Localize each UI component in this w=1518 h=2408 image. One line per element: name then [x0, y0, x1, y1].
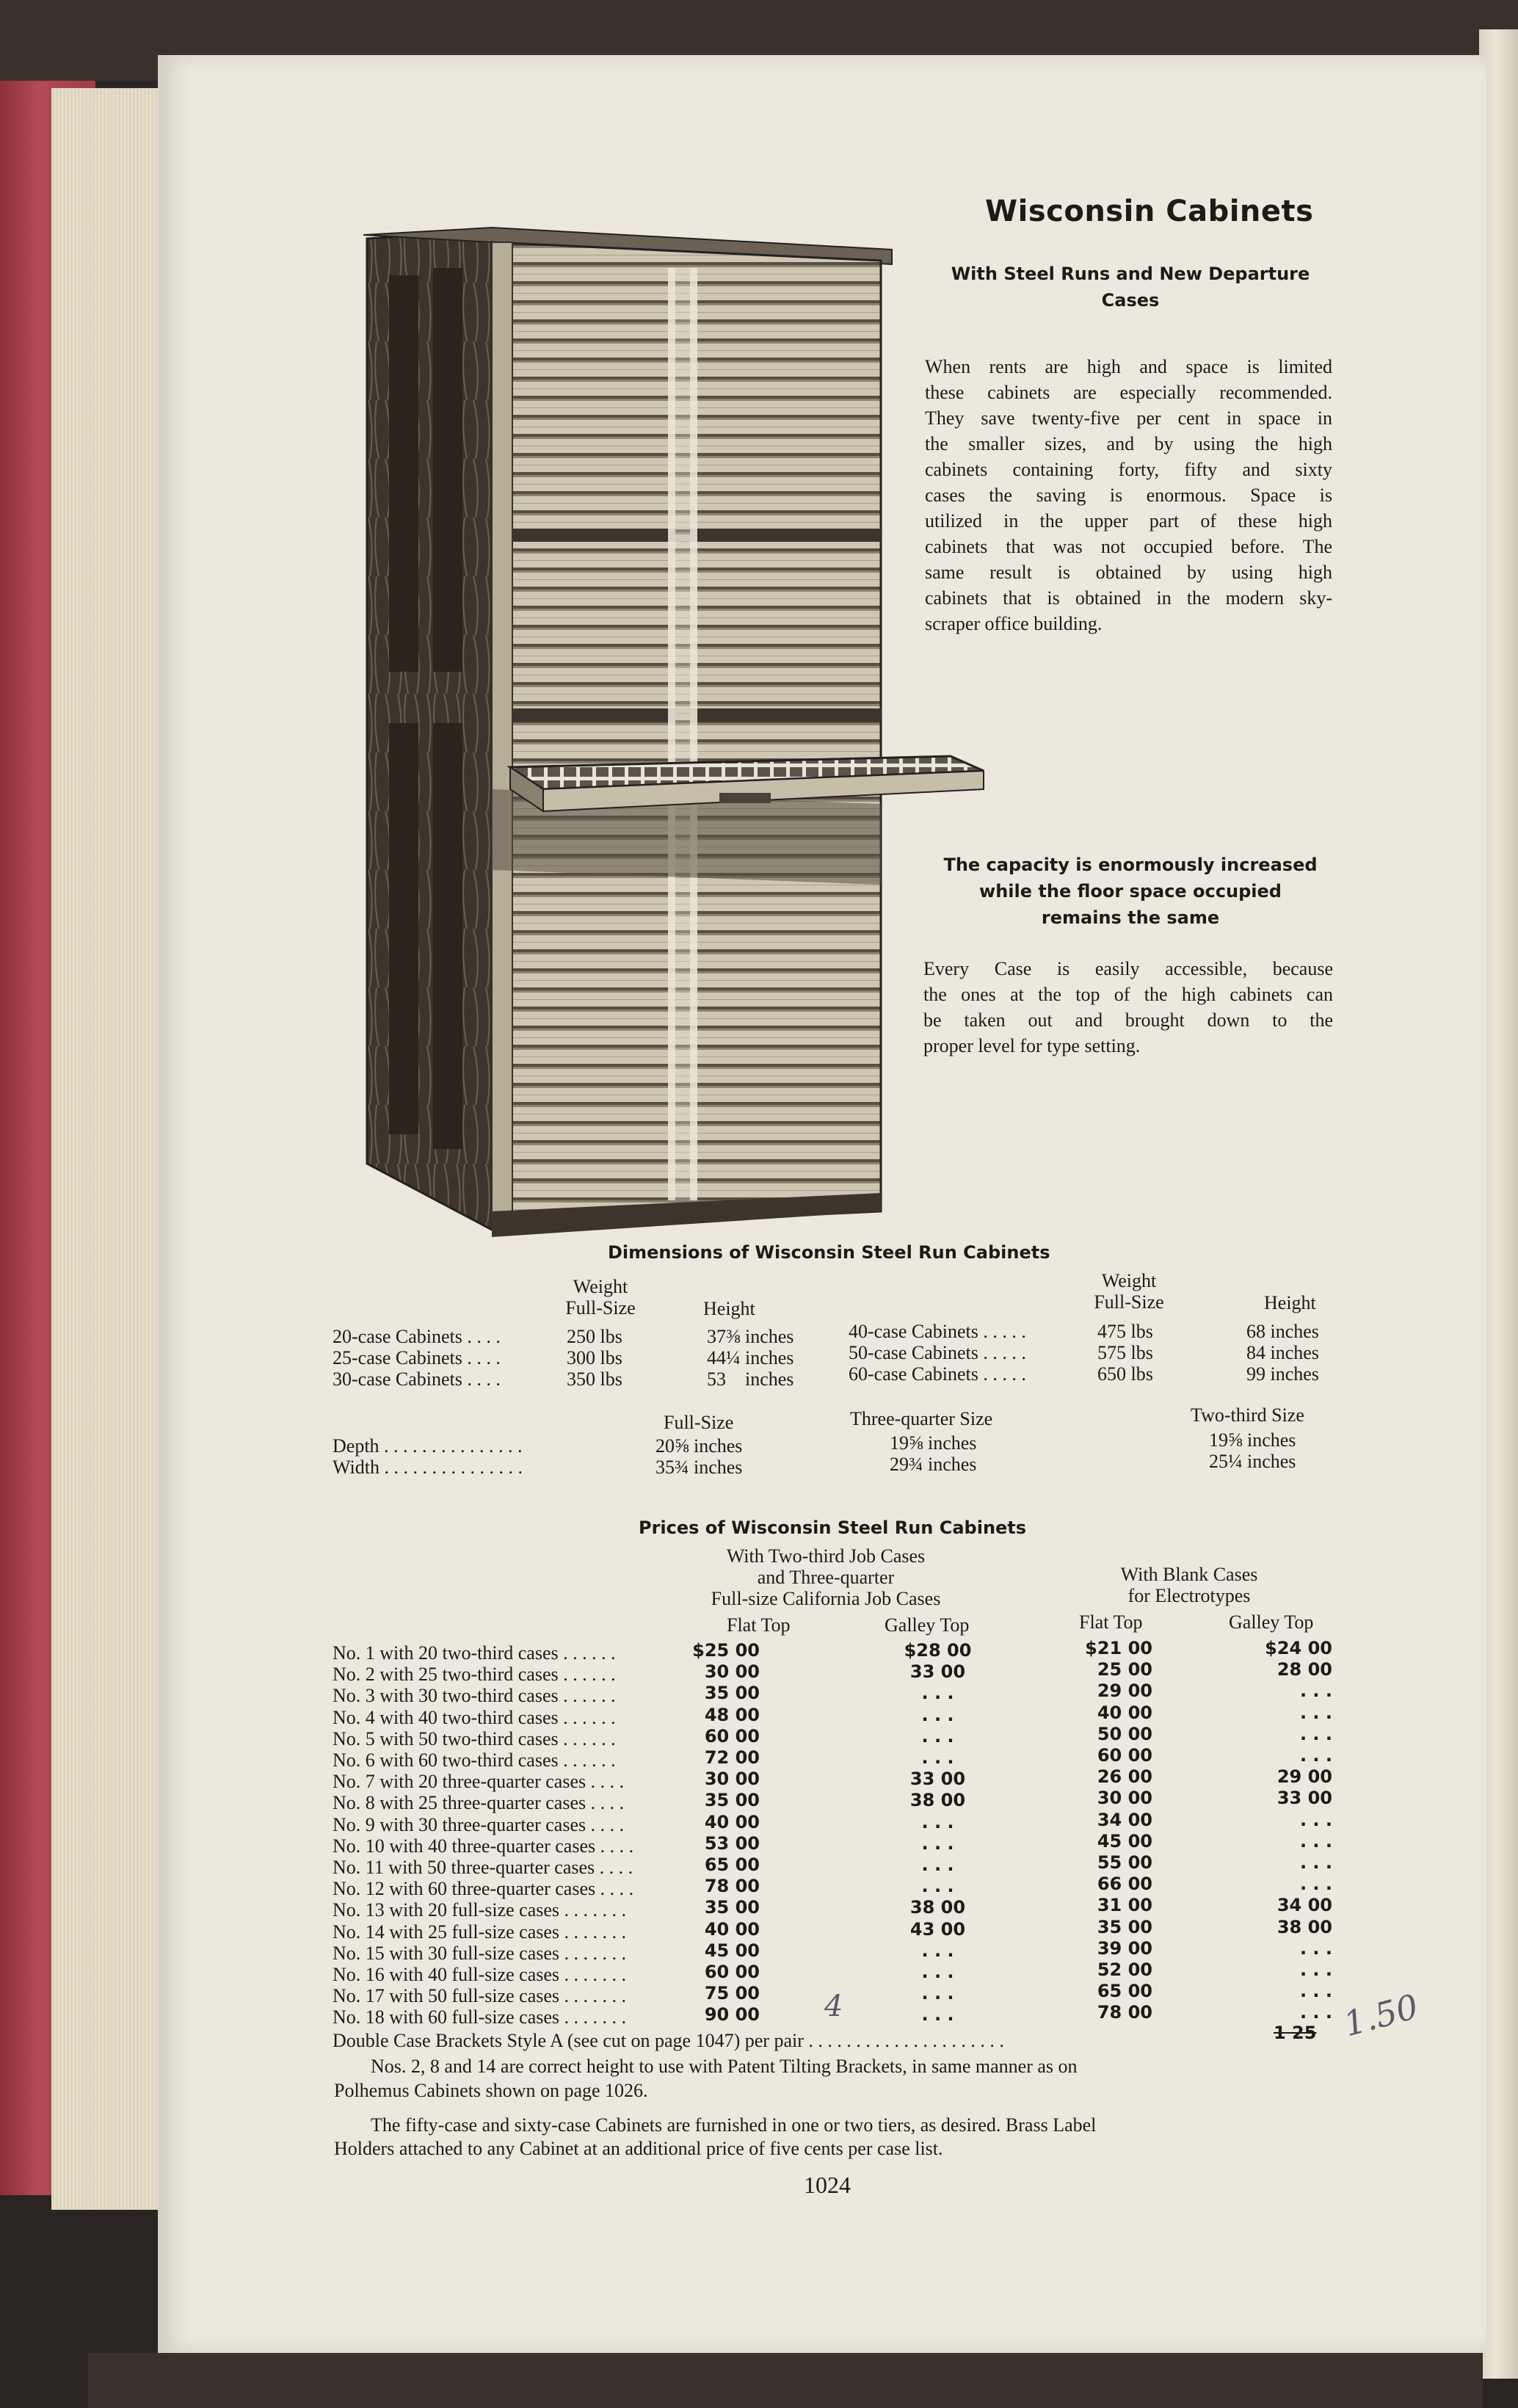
size-two-third: 25¼ inches [1209, 1451, 1296, 1472]
price-group-job-cases [686, 1545, 965, 1609]
size-two-third: 19⅝ inches [1209, 1429, 1296, 1451]
price-galley-top-blank: 33 00 [1276, 1788, 1332, 1809]
intro-line: utilized in the upper part of these high [925, 510, 1332, 532]
price-row-label: No. 11 with 50 three-quarter cases . . . . [333, 1857, 633, 1878]
price-flat-top-blank: 52 00 [1097, 1959, 1152, 1980]
access-line: be taken out and brought down to the [923, 1009, 1333, 1031]
price-row-label: No. 1 with 20 two-third cases . . . . . . [333, 1642, 616, 1664]
size-full: 35¾ inches [656, 1457, 743, 1478]
price-flat-top-blank: $21 00 [1085, 1638, 1152, 1658]
price-flat-top-blank: 25 00 [1097, 1659, 1152, 1680]
side-panel-inset [433, 723, 462, 1149]
price-galley-top-blank: . . . [1299, 1809, 1332, 1830]
price-row-label: No. 10 with 40 three-quarter cases . . . . [333, 1835, 634, 1857]
size-header-full: Full-Size [664, 1412, 734, 1433]
cabinet-illustration [352, 224, 991, 1237]
price-row-label: No. 16 with 40 full-size cases . . . . . . . [333, 1964, 627, 1985]
price-galley-top-job: . . . [921, 1962, 954, 1982]
dimension-height: 37⅜ inches [707, 1326, 794, 1347]
intro-line: the smaller sizes, and by using the high [925, 433, 1332, 454]
price-row-label: No. 8 with 25 three-quarter cases . . . . [333, 1792, 625, 1814]
price-flat-top-blank: 31 00 [1097, 1895, 1152, 1916]
price-flat-top-job: 40 00 [704, 1811, 760, 1832]
price-galley-top-blank: 34 00 [1276, 1895, 1332, 1916]
price-galley-top-job: . . . [921, 1854, 954, 1875]
page-title: Wisconsin Cabinets [985, 195, 1314, 228]
dimension-weight: 350 lbs [567, 1368, 622, 1390]
dimension-height: 68 inches [1246, 1321, 1319, 1342]
dimension-height: 44¼ inches [707, 1347, 794, 1368]
price-flat-top-blank: 78 00 [1097, 2002, 1152, 2023]
group-line: for Electrotypes [1127, 1585, 1251, 1606]
price-flat-top-job: 30 00 [704, 1769, 760, 1790]
dimension-weight: 300 lbs [567, 1347, 622, 1368]
price-galley-top-job: . . . [921, 1983, 954, 2004]
price-row-label: No. 13 with 20 full-size cases . . . . . . . [333, 1899, 627, 1921]
price-flat-top-blank: 55 00 [1097, 1852, 1152, 1873]
side-panel-inset [389, 275, 418, 672]
price-galley-top-job: $28 00 [904, 1640, 972, 1661]
price-galley-top-job: 38 00 [909, 1897, 966, 1918]
dimension-label: 30-case Cabinets . . . . [333, 1368, 501, 1390]
price-row-label: No. 5 with 50 two-third cases . . . . . . [333, 1727, 616, 1749]
price-flat-top-blank: 60 00 [1097, 1745, 1152, 1766]
weight-label: Weight [573, 1276, 628, 1297]
price-row-label: No. 14 with 25 full-size cases . . . . . . . [333, 1921, 627, 1943]
price-flat-top-job: 60 00 [704, 1725, 760, 1747]
size-label: Depth . . . . . . . . . . . . . . . [333, 1435, 523, 1457]
note-tiers-line2: Holders attached to any Cabinet at an additional price of five cents per case list. [334, 2138, 943, 2159]
price-galley-top-job: . . . [921, 2004, 954, 2026]
price-flat-top-job: 90 00 [704, 2004, 760, 2026]
full-size-label: Full-Size [1094, 1291, 1164, 1313]
price-flat-top-blank: 39 00 [1097, 1937, 1152, 1959]
price-flat-top-job: 53 00 [704, 1832, 760, 1854]
page-stack-edge [51, 88, 169, 2210]
price-row-label: No. 7 with 20 three-quarter cases . . . . [333, 1771, 625, 1793]
capacity-line: while the floor space occupied [979, 881, 1282, 902]
price-row-label: No. 6 with 60 two-third cases . . . . . . [333, 1749, 616, 1771]
price-flat-top-blank: 29 00 [1097, 1680, 1152, 1702]
weight-header-right [1081, 1270, 1177, 1313]
book-bottom-shadow [88, 2353, 1483, 2408]
handwritten-page-correction: 4 [824, 1990, 843, 2023]
case-pull [719, 793, 771, 803]
price-flat-top-job: 48 00 [704, 1704, 760, 1725]
price-flat-top-job: 60 00 [704, 1962, 760, 1982]
subtitle-line: Cases [1101, 290, 1160, 311]
price-galley-top-blank: . . . [1299, 1874, 1332, 1895]
price-galley-top-blank: . . . [1299, 2002, 1332, 2023]
price-galley-top-blank: . . . [1299, 1830, 1332, 1852]
price-galley-top-blank: . . . [1299, 1702, 1332, 1723]
note-tilting-brackets-line2: Polhemus Cabinets shown on page 1026. [334, 2080, 648, 2101]
size-header-three-quarter: Three-quarter Size [850, 1408, 993, 1429]
side-panel-inset [433, 268, 462, 672]
price-galley-top-blank: . . . [1299, 1981, 1332, 2002]
handwritten-price-correction: 1.50 [1339, 1986, 1423, 2045]
dimension-label: 60-case Cabinets . . . . . [849, 1363, 1026, 1385]
dimension-label: 20-case Cabinets . . . . [333, 1326, 501, 1347]
col-header-galley-top-2: Galley Top [1229, 1611, 1314, 1633]
col-header-flat-top-2: Flat Top [1079, 1611, 1143, 1633]
dimension-label: 50-case Cabinets . . . . . [849, 1342, 1026, 1363]
price-flat-top-blank: 40 00 [1097, 1702, 1152, 1723]
price-flat-top-blank: 65 00 [1097, 1981, 1152, 2002]
price-flat-top-blank: 45 00 [1097, 1830, 1152, 1852]
price-flat-top-blank: 34 00 [1097, 1809, 1152, 1830]
drawer-handles-pattern [675, 268, 690, 1200]
brackets-row-label: Double Case Brackets Style A (see cut on page 1047) per pair . . . . . . . . . . . . . . . . . . . . . [333, 2030, 1004, 2051]
intro-line: these cabinets are especially recommended. [925, 382, 1332, 403]
price-galley-top-job: 38 00 [909, 1790, 966, 1811]
price-flat-top-job: 35 00 [704, 1897, 760, 1918]
access-line: the ones at the top of the high cabinets can [923, 984, 1333, 1005]
subtitle-line: With Steel Runs and New Departure [951, 264, 1310, 284]
price-galley-top-blank: . . . [1299, 1852, 1332, 1873]
price-galley-top-blank: 38 00 [1276, 1916, 1332, 1937]
weight-label: Weight [1101, 1270, 1157, 1291]
price-flat-top-blank: 66 00 [1097, 1874, 1152, 1895]
price-flat-top-blank: 50 00 [1097, 1723, 1152, 1744]
note-tilting-brackets-line1: Nos. 2, 8 and 14 are correct height to use with Patent Tilting Brackets, in same manner as on [371, 2056, 1078, 2077]
cabinet-side-panel [367, 231, 492, 1230]
price-row-label: No. 18 with 60 full-size cases . . . . . . . [333, 2006, 627, 2028]
price-galley-top-job: . . . [921, 1832, 954, 1854]
side-panel-inset [389, 723, 418, 1134]
price-flat-top-job: 35 00 [704, 1683, 760, 1704]
price-row-label: No. 12 with 60 three-quarter cases . . . . [333, 1878, 634, 1900]
price-row-label: No. 17 with 50 full-size cases . . . . . . . [333, 1985, 627, 2007]
size-label: Width . . . . . . . . . . . . . . . [333, 1457, 523, 1478]
dimension-weight: 575 lbs [1097, 1342, 1153, 1363]
price-flat-top-job: 45 00 [704, 1940, 760, 1961]
dimension-label: 25-case Cabinets . . . . [333, 1347, 501, 1368]
price-galley-top-blank: . . . [1299, 1723, 1332, 1744]
price-galley-top-blank: . . . [1299, 1680, 1332, 1702]
note-tiers-line1: The fifty-case and sixty-case Cabinets are furnished in one or two tiers, as desired. Brass Label [371, 2114, 1097, 2136]
price-row-label: No. 4 with 40 two-third cases . . . . . . [333, 1706, 616, 1728]
intro-line: cabinets containing forty, fifty and sixty [925, 459, 1332, 480]
intro-line: cases the saving is enormous. Space is [925, 485, 1332, 506]
price-row-label: No. 2 with 25 two-third cases . . . . . . [333, 1664, 616, 1686]
price-row-label: No. 15 with 30 full-size cases . . . . . . . [333, 1942, 627, 1964]
price-galley-top-blank: 29 00 [1276, 1766, 1332, 1788]
size-header-two-third: Two-third Size [1191, 1404, 1304, 1426]
price-flat-top-job: 30 00 [704, 1661, 760, 1683]
size-three-quarter: 29¾ inches [890, 1454, 977, 1475]
full-size-label: Full-Size [565, 1297, 636, 1319]
price-galley-top-job: 33 00 [909, 1769, 966, 1790]
price-group-blank-cases [1079, 1564, 1299, 1606]
dimension-label: 40-case Cabinets . . . . . [849, 1321, 1026, 1342]
group-line: and Three-quarter [757, 1567, 895, 1588]
price-galley-top-blank: 28 00 [1276, 1659, 1332, 1680]
price-flat-top-job: 35 00 [704, 1790, 760, 1811]
intro-line: scraper office building. [925, 613, 1103, 634]
access-line: proper level for type setting. [923, 1035, 1141, 1056]
col-header-galley-top-1: Galley Top [885, 1614, 970, 1636]
intro-line: cabinets that is obtained in the modern sky- [925, 587, 1332, 609]
price-galley-top-job: . . . [921, 1940, 954, 1961]
height-header-left: Height [703, 1298, 755, 1319]
price-row-label: No. 9 with 30 three-quarter cases . . . . [333, 1813, 625, 1835]
price-flat-top-job: 72 00 [704, 1747, 760, 1768]
price-flat-top-blank: 26 00 [1097, 1766, 1152, 1788]
dimension-weight: 250 lbs [567, 1326, 622, 1347]
price-galley-top-blank: $24 00 [1265, 1638, 1332, 1658]
price-galley-top-blank: . . . [1299, 1959, 1332, 1980]
price-galley-top-job: . . . [921, 1747, 954, 1768]
price-flat-top-job: 75 00 [704, 1983, 760, 2004]
dimension-weight: 475 lbs [1097, 1321, 1153, 1342]
price-galley-top-blank: . . . [1299, 1745, 1332, 1766]
price-flat-top-job: 65 00 [704, 1854, 760, 1875]
height-header-right: Height [1264, 1292, 1316, 1313]
price-galley-top-job: . . . [921, 1876, 954, 1897]
dimension-height: 84 inches [1246, 1342, 1319, 1363]
brackets-price: 1 25 [1274, 2023, 1317, 2043]
dimension-height: 53 inches [707, 1368, 794, 1390]
access-line: Every Case is easily accessible, because [923, 958, 1333, 979]
price-galley-top-job: . . . [921, 1704, 954, 1725]
price-galley-top-job: 33 00 [909, 1661, 966, 1683]
price-galley-top-blank: . . . [1299, 1937, 1332, 1959]
group-line: Full-size California Job Cases [711, 1588, 941, 1609]
prices-title: Prices of Wisconsin Steel Run Cabinets [639, 1517, 1027, 1538]
cabinet-front-stile [492, 242, 512, 1230]
intro-line: When rents are high and space is limited [925, 356, 1332, 377]
dimensions-title: Dimensions of Wisconsin Steel Run Cabinets [608, 1242, 1050, 1263]
price-galley-top-job: . . . [921, 1811, 954, 1832]
price-flat-top-blank: 30 00 [1097, 1788, 1152, 1809]
price-galley-top-job: . . . [921, 1683, 954, 1704]
dimension-height: 99 inches [1246, 1363, 1319, 1385]
intro-line: same result is obtained by using high [925, 562, 1332, 583]
page-number: 1024 [804, 2172, 851, 2198]
price-row-label: No. 3 with 30 two-third cases . . . . . . [333, 1685, 616, 1707]
group-line: With Two-third Job Cases [726, 1545, 926, 1567]
size-full: 20⅝ inches [656, 1435, 743, 1457]
capacity-line: remains the same [1041, 907, 1220, 928]
price-flat-top-blank: 35 00 [1097, 1916, 1152, 1937]
price-flat-top-job: 40 00 [704, 1918, 760, 1940]
intro-line: They save twenty-five per cent in space in [925, 407, 1332, 429]
price-flat-top-job: $25 00 [692, 1640, 760, 1661]
group-line: With Blank Cases [1120, 1564, 1258, 1585]
dimension-weight: 650 lbs [1097, 1363, 1153, 1385]
capacity-line: The capacity is enormously increased [943, 855, 1318, 875]
price-galley-top-job: 43 00 [909, 1918, 966, 1940]
col-header-flat-top-1: Flat Top [727, 1614, 791, 1636]
weight-header-left [552, 1276, 649, 1319]
price-galley-top-job: . . . [921, 1725, 954, 1747]
size-three-quarter: 19⅝ inches [890, 1432, 977, 1454]
price-flat-top-job: 78 00 [704, 1876, 760, 1897]
intro-line: cabinets that was not occupied before. The [925, 536, 1332, 557]
